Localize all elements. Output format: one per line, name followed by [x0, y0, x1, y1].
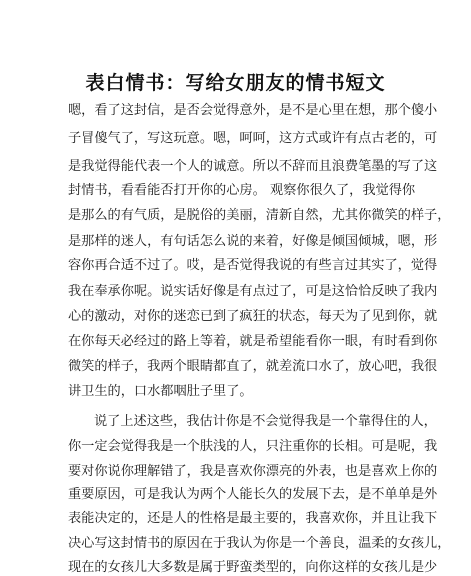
document-title: 表白情书：写给女朋友的情书短文 — [85, 72, 386, 94]
paragraph-line: 现在的女孩儿大多数是属于野蛮类型的，向你这样的女孩儿是少 — [68, 560, 438, 575]
paragraph-line: 心的激动，对你的迷恋已到了疯狂的状态，每天为了见到你，就 — [68, 309, 438, 324]
paragraph-line: 微笑的样子，我两个眼睛都直了，就差流口水了，放心吧，我很 — [68, 359, 438, 374]
paragraph-line: 封情书，看看能否打开你的心房。 观察你很久了，我觉得你 — [68, 183, 416, 198]
paragraph-line: 重要原因，可是我认为两个人能长久的发展下去，是不单单是外 — [68, 487, 438, 502]
paragraph-line: 是我觉得能代表一个人的诚意。所以不辞而且浪费笔墨的写了这 — [68, 159, 438, 174]
paragraph-line: 子冒傻气了，写这玩意。嗯，呵呵，这方式或许有点古老的，可 — [68, 131, 438, 146]
paragraph-line: 是那么的有气质，是脱俗的美丽，清新自然，尤其你微笑的样子， — [68, 208, 451, 223]
paragraph-line: 说了上述这些，我估计你是不会觉得我是一个靠得住的人， — [94, 414, 437, 429]
paragraph-line: 嗯，看了这封信，是否会觉得意外，是不是心里在想，那个傻小 — [68, 103, 438, 118]
paragraph-line: 决心写这封情书的原因在于我认为你是一个善良，温柔的女孩儿， — [68, 536, 451, 551]
paragraph-line: 要对你说你理解错了，我是喜欢你漂亮的外表，也是喜欢上你的 — [68, 464, 438, 479]
paragraph-line: 容你再合适不过了。哎，是否觉得我说的有些言过其实了，觉得 — [68, 258, 438, 273]
paragraph-line: 在你每天必经过的路上等着，就是希望能看你一眼，有时看到你 — [68, 334, 438, 349]
paragraph-line: 你一定会觉得我是一个肤浅的人，只注重你的长相。可是呢，我 — [68, 439, 438, 454]
paragraph-line: 讲卫生的，口水都咽肚子里了。 — [68, 384, 253, 399]
paragraph-line: 我在奉承你呢。说实话好像是有点过了，可是这恰恰反映了我内 — [68, 284, 438, 299]
paragraph-line: 表能决定的，还是人的性格是最主要的，我喜欢你，并且让我下 — [68, 511, 438, 526]
paragraph-line: 是那样的迷人，有句话怎么说的来着，好像是倾国倾城，嗯，形 — [68, 234, 438, 249]
